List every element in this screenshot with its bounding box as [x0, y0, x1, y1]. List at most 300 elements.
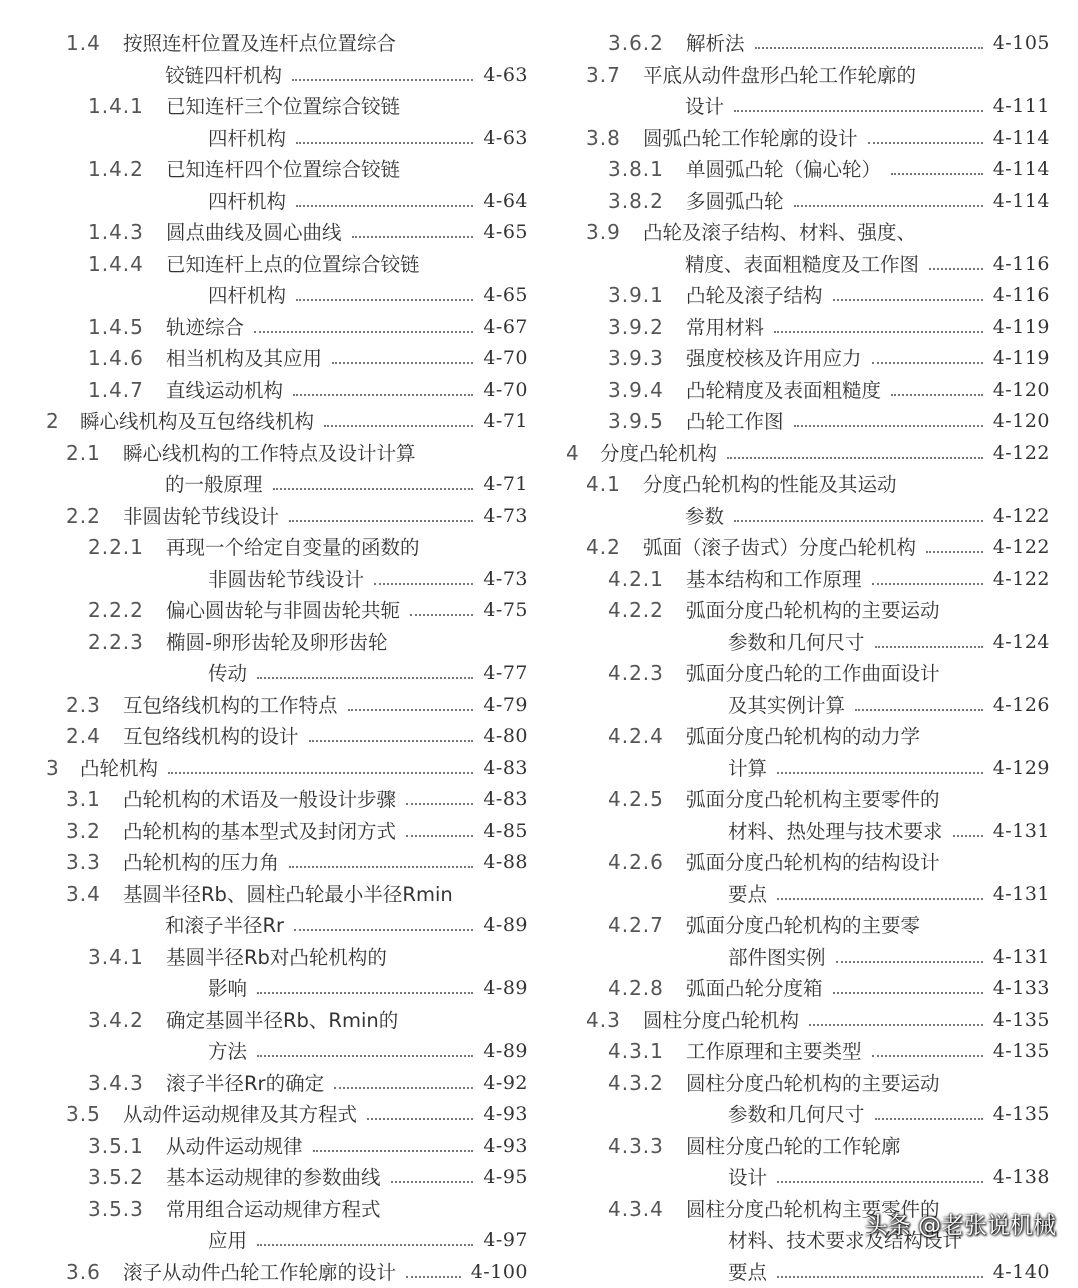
toc-entry: [46, 1005, 528, 1037]
toc-entry-title: 弧面分度凸轮机构的主要零: [686, 910, 920, 942]
toc-entry: [46, 816, 528, 848]
toc-entry-number: 4.3.2: [608, 1068, 664, 1100]
toc-entry-page: 4-95: [483, 1162, 528, 1194]
toc-dot-leader: [273, 488, 473, 490]
toc-entry: [46, 1257, 528, 1288]
toc-entry: [566, 312, 1050, 344]
toc-entry: [46, 1194, 528, 1226]
toc-entry-title: 凸轮机构的基本型式及封闭方式: [123, 816, 396, 848]
toc-dot-leader: [875, 1118, 983, 1120]
toc-entry-number: 3.1: [66, 784, 101, 816]
toc-dot-leader: [367, 1118, 473, 1120]
toc-entry-page: 4-119: [993, 312, 1050, 344]
toc-entry: [46, 1162, 528, 1194]
toc-entry-title: 要点: [728, 1257, 767, 1288]
toc-dot-leader: [755, 47, 983, 49]
toc-entry-title: 从动件运动规律: [166, 1131, 303, 1163]
toc-dot-leader: [777, 898, 983, 900]
toc-entry: [566, 1099, 1050, 1131]
toc-entry-title: 弧面分度凸轮机构的主要运动: [686, 595, 940, 627]
toc-entry-number: 2.3: [66, 690, 101, 722]
toc-dot-leader: [777, 1276, 983, 1278]
toc-entry-title: 圆柱分度凸轮机构主要零件的: [686, 1194, 940, 1226]
toc-entry-number: 3.5.3: [88, 1194, 144, 1226]
toc-entry-title: 设计: [685, 91, 724, 123]
toc-dot-leader: [257, 1055, 473, 1057]
toc-entry-page: 4-79: [483, 690, 528, 722]
toc-entry-title: 平底从动件盘形凸轮工作轮廓的: [643, 60, 916, 92]
toc-entry-title: 非圆齿轮节线设计: [208, 564, 364, 596]
toc-dot-leader: [891, 394, 983, 396]
toc-entry-title: 从动件运动规律及其方程式: [123, 1099, 357, 1131]
toc-dot-leader: [929, 268, 983, 270]
toc-entry-number: 3.9.2: [608, 312, 664, 344]
toc-entry: [566, 154, 1050, 186]
toc-entry-page: 4-105: [993, 28, 1050, 60]
toc-entry-number: 3.4.3: [88, 1068, 144, 1100]
toc-entry-number: 1.4.7: [88, 375, 144, 407]
toc-dot-leader: [809, 1024, 983, 1026]
toc-entry-title: 分度凸轮机构: [600, 438, 717, 470]
toc-entry: [46, 501, 528, 533]
toc-entry-number: 2.1: [66, 438, 101, 470]
toc-entry-title: 解析法: [686, 28, 745, 60]
toc-entry-title: 滚子从动件凸轮工作轮廓的设计: [123, 1257, 396, 1288]
toc-entry-title: 凸轮及滚子结构、材料、强度、: [643, 217, 916, 249]
toc-entry-title: 工作原理和主要类型: [686, 1036, 862, 1068]
toc-dot-leader: [833, 992, 983, 994]
toc-entry: [566, 217, 1050, 249]
toc-entry-title: 材料、热处理与技术要求: [728, 816, 943, 848]
toc-entry-number: 3.8.2: [608, 186, 664, 218]
toc-entry-title: 圆弧凸轮工作轮廓的设计: [643, 123, 858, 155]
toc-entry-number: 4.2.2: [608, 595, 664, 627]
toc-dot-leader: [406, 1276, 461, 1278]
toc-entry-number: 3.3: [66, 847, 101, 879]
toc-entry: [46, 784, 528, 816]
toc-entry: [46, 154, 528, 186]
toc-entry-number: 2: [46, 406, 60, 438]
toc-entry-page: 4-135: [993, 1036, 1050, 1068]
toc-entry-title: 圆柱分度凸轮机构: [643, 1005, 799, 1037]
toc-entry: [566, 469, 1050, 501]
toc-entry-page: 4-126: [993, 690, 1050, 722]
toc-entry-title: 互包络线机构的设计: [123, 721, 299, 753]
toc-entry: [566, 501, 1050, 533]
toc-entry-number: 3.8: [586, 123, 621, 155]
toc-entry-page: 4-93: [483, 1131, 528, 1163]
toc-entry: [566, 532, 1050, 564]
toc-entry: [46, 91, 528, 123]
toc-entry: [46, 60, 528, 92]
toc-entry-title: 凸轮机构: [80, 753, 158, 785]
toc-entry-page: 4-114: [993, 154, 1050, 186]
toc-entry-title: 弧面分度凸轮的工作曲面设计: [686, 658, 940, 690]
toc-entry: [46, 217, 528, 249]
toc-entry-page: 4-77: [483, 658, 528, 690]
toc-entry-title: 轨迹综合: [166, 312, 244, 344]
toc-entry-number: 4.3.1: [608, 1036, 664, 1068]
toc-entry-page: 4-64: [483, 186, 528, 218]
toc-entry-number: 3: [46, 753, 60, 785]
toc-entry: [46, 690, 528, 722]
toc-entry-title: 互包络线机构的工作特点: [123, 690, 338, 722]
toc-entry-page: 4-89: [483, 1036, 528, 1068]
toc-entry-title: 按照连杆位置及连杆点位置综合: [123, 28, 396, 60]
toc-entry-page: 4-133: [993, 973, 1050, 1005]
toc-entry: [566, 879, 1050, 911]
toc-dot-leader: [332, 362, 473, 364]
toc-entry-page: 4-75: [483, 595, 528, 627]
toc-entry: [566, 438, 1050, 470]
toc-entry-page: 4-124: [993, 627, 1050, 659]
toc-entry: [46, 406, 528, 438]
toc-entry: [566, 910, 1050, 942]
toc-entry: [566, 942, 1050, 974]
toc-right-column: [566, 28, 1050, 1288]
toc-entry-title: 圆柱分度凸轮机构的主要运动: [686, 1068, 940, 1100]
toc-entry-page: 4-63: [483, 123, 528, 155]
toc-entry-page: 4-70: [483, 375, 528, 407]
toc-entry: [566, 1005, 1050, 1037]
toc-entry-title: 圆点曲线及圆心曲线: [166, 217, 342, 249]
toc-entry-title: 凸轮机构的术语及一般设计步骤: [123, 784, 396, 816]
toc-entry-title: 椭圆-卵形齿轮及卵形齿轮: [166, 627, 388, 659]
toc-entry-number: 1.4.3: [88, 217, 144, 249]
toc-dot-leader: [324, 425, 473, 427]
toc-entry-number: 1.4.2: [88, 154, 144, 186]
toc-dot-leader: [953, 835, 983, 837]
toc-dot-leader: [374, 583, 473, 585]
toc-entry-title: 参数: [685, 501, 724, 533]
toc-entry-title: 部件图实例: [728, 942, 826, 974]
toc-entry-title: 瞬心线机构的工作特点及设计计算: [123, 438, 416, 470]
toc-entry: [566, 1036, 1050, 1068]
toc-entry-page: 4-80: [483, 721, 528, 753]
toc-entry-number: 1.4: [66, 28, 101, 60]
toc-entry-title: 及其实例计算: [728, 690, 845, 722]
toc-entry-number: 2.2.1: [88, 532, 144, 564]
toc-entry-page: 4-131: [993, 879, 1050, 911]
toc-entry-number: 4.2.1: [608, 564, 664, 596]
toc-entry-title: 常用组合运动规律方程式: [166, 1194, 381, 1226]
toc-entry-title: 参数和几何尺寸: [728, 627, 865, 659]
toc-entry-title: 精度、表面粗糙度及工作图: [685, 249, 919, 281]
toc-dot-leader: [406, 803, 473, 805]
toc-entry-page: 4-100: [471, 1257, 528, 1288]
toc-entry-page: 4-138: [993, 1162, 1050, 1194]
toc-entry-number: 4.2: [586, 532, 621, 564]
toc-entry-title: 凸轮精度及表面粗糙度: [686, 375, 881, 407]
toc-dot-leader: [292, 79, 473, 81]
toc-entry-title: 弧面分度凸轮机构主要零件的: [686, 784, 940, 816]
toc-entry: [566, 249, 1050, 281]
watermark: 头条 @老张说机械: [865, 1207, 1056, 1240]
toc-entry-page: 4-71: [483, 406, 528, 438]
toc-entry: [566, 28, 1050, 60]
toc-entry-page: 4-135: [993, 1099, 1050, 1131]
toc-entry: [566, 690, 1050, 722]
toc-dot-leader: [926, 551, 983, 553]
toc-entry-title: 基圆半径Rb对凸轮机构的: [166, 942, 387, 974]
toc-entry-page: 4-119: [993, 343, 1050, 375]
toc-entry: [46, 1099, 528, 1131]
toc-entry-title: 直线运动机构: [166, 375, 283, 407]
toc-entry: [566, 406, 1050, 438]
toc-entry-page: 4-73: [483, 501, 528, 533]
toc-entry-title: 已知连杆四个位置综合铰链: [166, 154, 400, 186]
toc-entry-title: 弧面分度凸轮机构的动力学: [686, 721, 920, 753]
toc-entry: [566, 1162, 1050, 1194]
toc-dot-leader: [777, 1181, 983, 1183]
toc-entry: [46, 532, 528, 564]
toc-entry-number: 1.4.5: [88, 312, 144, 344]
toc-entry-title: 凸轮及滚子结构: [686, 280, 823, 312]
toc-entry-number: 3.4.1: [88, 942, 144, 974]
toc-entry-title: 计算: [728, 753, 767, 785]
toc-entry-title: 基本结构和工作原理: [686, 564, 862, 596]
toc-entry-page: 4-114: [993, 186, 1050, 218]
toc-entry-number: 3.4: [66, 879, 101, 911]
toc-entry-number: 4.2.7: [608, 910, 664, 942]
toc-entry-number: 3.6.2: [608, 28, 664, 60]
toc-dot-leader: [296, 142, 473, 144]
toc-entry-page: 4-63: [483, 60, 528, 92]
toc-entry-title: 凸轮工作图: [686, 406, 784, 438]
toc-entry: [566, 784, 1050, 816]
toc-entry: [566, 564, 1050, 596]
toc-left-column: [46, 28, 528, 1288]
toc-dot-leader: [774, 331, 983, 333]
toc-entry-title: 四杆机构: [208, 186, 286, 218]
toc-entry-page: 4-116: [993, 249, 1050, 281]
toc-entry-page: 4-129: [993, 753, 1050, 785]
toc-entry-number: 3.9: [586, 217, 621, 249]
toc-entry-page: 4-70: [483, 343, 528, 375]
toc-entry-number: 4.2.8: [608, 973, 664, 1005]
toc-entry-title: 参数和几何尺寸: [728, 1099, 865, 1131]
toc-entry: [46, 627, 528, 659]
toc-dot-leader: [794, 425, 983, 427]
toc-entry-title: 弧面凸轮分度箱: [686, 973, 823, 1005]
toc-entry: [46, 375, 528, 407]
toc-entry: [566, 816, 1050, 848]
toc-entry-page: 4-85: [483, 816, 528, 848]
toc-entry: [46, 910, 528, 942]
toc-entry: [46, 438, 528, 470]
toc-dot-leader: [296, 299, 473, 301]
toc-entry: [566, 658, 1050, 690]
toc-entry-page: 4-122: [993, 501, 1050, 533]
toc-entry-title: 基本运动规律的参数曲线: [166, 1162, 381, 1194]
toc-entry: [566, 1068, 1050, 1100]
toc-entry-page: 4-140: [993, 1257, 1050, 1288]
toc-entry-title: 弧面分度凸轮机构的结构设计: [686, 847, 940, 879]
toc-entry-number: 3.6: [66, 1257, 101, 1288]
toc-entry-title: 单圆弧凸轮（偏心轮）: [686, 154, 881, 186]
toc-dot-leader: [294, 929, 473, 931]
toc-entry: [46, 312, 528, 344]
toc-entry: [46, 123, 528, 155]
toc-dot-leader: [833, 299, 983, 301]
toc-dot-leader: [254, 331, 473, 333]
toc-entry-number: 4.2.4: [608, 721, 664, 753]
toc-entry-page: 4-71: [483, 469, 528, 501]
toc-entry-number: 4.2.6: [608, 847, 664, 879]
toc-entry: [46, 564, 528, 596]
toc-entry: [566, 847, 1050, 879]
toc-entry-number: 2.2.3: [88, 627, 144, 659]
toc-entry: [566, 60, 1050, 92]
toc-entry: [46, 847, 528, 879]
toc-entry: [566, 343, 1050, 375]
toc-entry-title: 偏心圆齿轮与非圆齿轮共轭: [166, 595, 400, 627]
toc-entry-number: 3.9.1: [608, 280, 664, 312]
toc-dot-leader: [313, 1150, 473, 1152]
toc-entry-title: 已知连杆三个位置综合铰链: [166, 91, 400, 123]
toc-entry-page: 4-120: [993, 375, 1050, 407]
toc-entry-title: 凸轮机构的压力角: [123, 847, 279, 879]
toc-dot-leader: [872, 583, 983, 585]
toc-entry-title: 再现一个给定自变量的函数的: [166, 532, 420, 564]
toc-entry-page: 4-114: [993, 123, 1050, 155]
toc-dot-leader: [727, 457, 983, 459]
toc-entry: [46, 1225, 528, 1257]
toc-dot-leader: [391, 1181, 473, 1183]
toc-entry-number: 4.3: [586, 1005, 621, 1037]
toc-entry-page: 4-93: [483, 1099, 528, 1131]
toc-dot-leader: [257, 677, 473, 679]
toc-entry: [566, 753, 1050, 785]
toc-entry-page: 4-120: [993, 406, 1050, 438]
toc-entry-title: 应用: [208, 1225, 247, 1257]
toc-entry-number: 1.4.6: [88, 343, 144, 375]
toc-entry: [566, 721, 1050, 753]
toc-entry-number: 3.9.3: [608, 343, 664, 375]
toc-entry-page: 4-65: [483, 217, 528, 249]
toc-entry-title: 确定基圆半径Rb、Rmin的: [166, 1005, 398, 1037]
toc-entry-title: 要点: [728, 879, 767, 911]
toc-entry-title: 强度校核及许用应力: [686, 343, 862, 375]
toc-entry: [46, 343, 528, 375]
toc-entry-title: 圆柱分度凸轮的工作轮廓: [686, 1131, 901, 1163]
toc-entry-title: 的一般原理: [165, 469, 263, 501]
toc-dot-leader: [734, 110, 983, 112]
toc-entry-page: 4-97: [483, 1225, 528, 1257]
toc-entry-title: 滚子半径Rr的确定: [166, 1068, 324, 1100]
toc-entry-title: 设计: [728, 1162, 767, 1194]
toc-entry-number: 2.4: [66, 721, 101, 753]
toc-entry-number: 2.2: [66, 501, 101, 533]
toc-entry-page: 4-67: [483, 312, 528, 344]
toc-entry-title: 已知连杆上点的位置综合铰链: [166, 249, 420, 281]
toc-entry-title: 方法: [208, 1036, 247, 1068]
toc-entry-page: 4-83: [483, 784, 528, 816]
toc-entry: [46, 595, 528, 627]
toc-entry-number: 3.5: [66, 1099, 101, 1131]
toc-dot-leader: [734, 520, 983, 522]
toc-entry-title: 四杆机构: [208, 280, 286, 312]
toc-entry: [566, 1131, 1050, 1163]
toc-dot-leader: [872, 362, 983, 364]
toc-entry-number: 4.2.3: [608, 658, 664, 690]
toc-entry: [566, 375, 1050, 407]
toc-entry: [566, 595, 1050, 627]
toc-entry-page: 4-83: [483, 753, 528, 785]
toc-entry: [46, 186, 528, 218]
toc-dot-leader: [891, 173, 983, 175]
toc-entry-page: 4-135: [993, 1005, 1050, 1037]
toc-entry: [46, 879, 528, 911]
toc-dot-leader: [777, 772, 983, 774]
toc-entry-page: 4-89: [483, 910, 528, 942]
toc-entry-title: 分度凸轮机构的性能及其运动: [643, 469, 897, 501]
toc-entry-number: 4: [566, 438, 580, 470]
toc-entry: [566, 123, 1050, 155]
toc-entry: [46, 658, 528, 690]
toc-entry: [566, 186, 1050, 218]
toc-dot-leader: [257, 992, 473, 994]
toc-entry-number: 2.2.2: [88, 595, 144, 627]
toc-dot-leader: [868, 142, 983, 144]
toc-dot-leader: [257, 1244, 473, 1246]
toc-entry-title: 四杆机构: [208, 123, 286, 155]
toc-entry: [46, 721, 528, 753]
toc-entry-number: 4.1: [586, 469, 621, 501]
toc-dot-leader: [410, 614, 473, 616]
toc-entry-number: 3.8.1: [608, 154, 664, 186]
toc-dot-leader: [293, 394, 473, 396]
toc-entry-title: 传动: [208, 658, 247, 690]
toc-dot-leader: [289, 520, 473, 522]
toc-entry: [46, 942, 528, 974]
toc-entry-title: 影响: [208, 973, 247, 1005]
toc-dot-leader: [406, 835, 473, 837]
toc-entry-page: 4-131: [993, 942, 1050, 974]
toc-dot-leader: [794, 205, 983, 207]
toc-dot-leader: [296, 205, 473, 207]
toc-entry: [566, 1257, 1050, 1288]
toc-dot-leader: [352, 236, 473, 238]
toc-entry-number: 1.4.4: [88, 249, 144, 281]
toc-entry-page: 4-122: [993, 564, 1050, 596]
toc-entry-page: 4-88: [483, 847, 528, 879]
toc-dot-leader: [168, 772, 473, 774]
toc-entry-number: 3.5.2: [88, 1162, 144, 1194]
toc-entry: [46, 1131, 528, 1163]
toc-entry: [46, 280, 528, 312]
toc-dot-leader: [309, 740, 473, 742]
toc-entry-title: 铰链四杆机构: [165, 60, 282, 92]
toc-entry: [566, 973, 1050, 1005]
toc-entry-title: 非圆齿轮节线设计: [123, 501, 279, 533]
toc-entry-page: 4-73: [483, 564, 528, 596]
toc-entry-number: 3.9.5: [608, 406, 664, 438]
toc-dot-leader: [855, 709, 983, 711]
toc-entry: [46, 249, 528, 281]
toc-entry: [46, 973, 528, 1005]
toc-entry-title: 和滚子半径Rr: [165, 910, 284, 942]
toc-entry-page: 4-89: [483, 973, 528, 1005]
toc-entry: [566, 91, 1050, 123]
toc-entry-page: 4-122: [993, 532, 1050, 564]
toc-dot-leader: [348, 709, 473, 711]
toc-dot-leader: [289, 866, 473, 868]
toc-entry: [46, 1036, 528, 1068]
toc-entry-number: 3.4.2: [88, 1005, 144, 1037]
toc-entry-title: 弧面（滚子齿式）分度凸轮机构: [643, 532, 916, 564]
toc-entry-number: 3.2: [66, 816, 101, 848]
